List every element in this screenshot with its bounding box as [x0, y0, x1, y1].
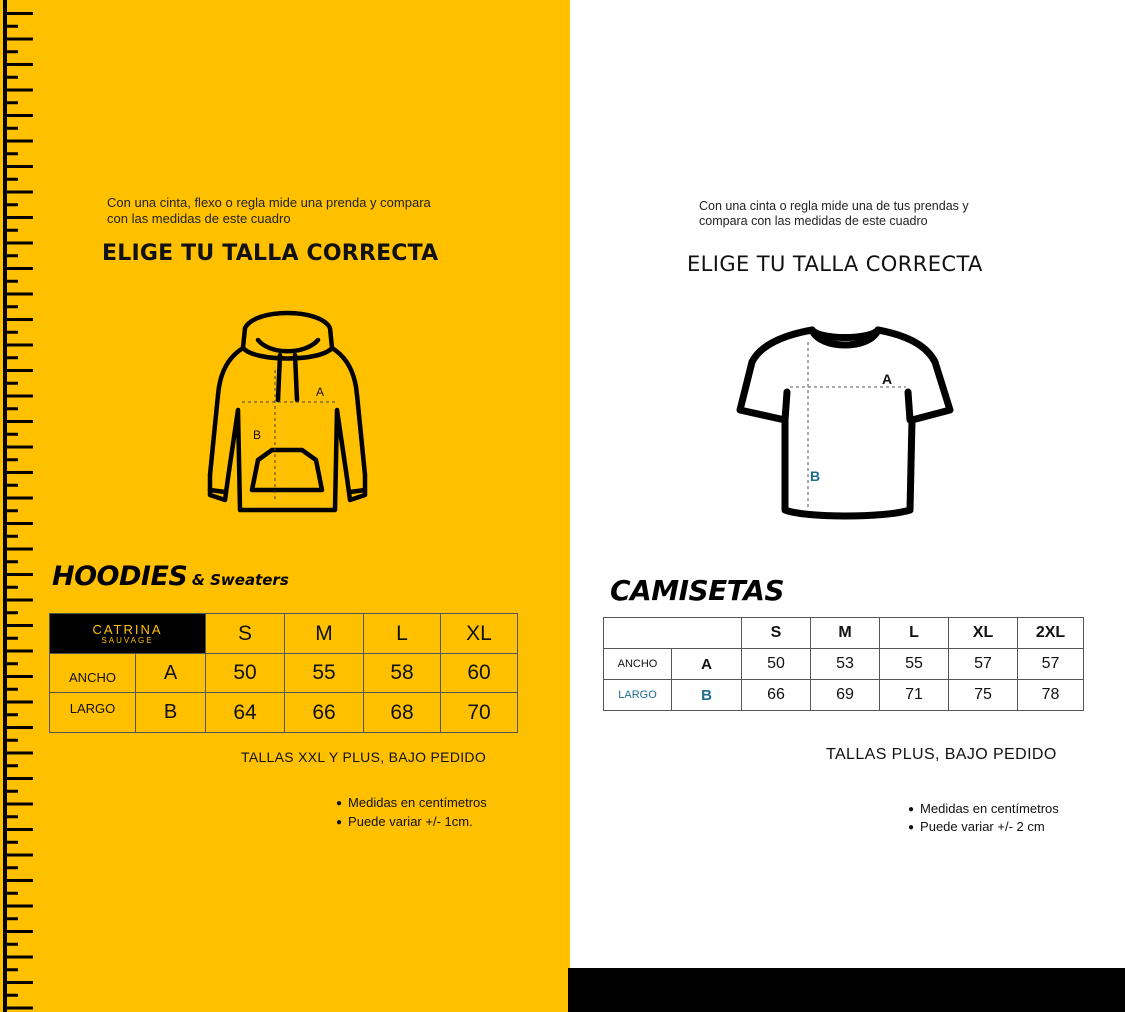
row-name: LARGO	[50, 693, 136, 733]
ruler-tick	[3, 522, 33, 525]
ruler-tick	[3, 407, 18, 410]
ruler-tick	[3, 573, 33, 576]
ruler-tick	[3, 331, 18, 334]
ruler-tick	[3, 50, 18, 53]
ruler-tick	[3, 344, 33, 347]
table-cell: 66	[285, 693, 364, 733]
ruler-tick	[3, 484, 18, 487]
ruler-tick	[3, 675, 33, 678]
ruler-tick	[3, 305, 18, 308]
ruler-tick	[3, 89, 33, 92]
ruler-tick	[3, 726, 33, 729]
ruler-tick	[3, 509, 18, 512]
tshirt-intro-text	[699, 199, 1029, 229]
ruler-tick	[3, 841, 18, 844]
ruler-tick	[3, 713, 18, 716]
brand-logo	[50, 614, 206, 654]
ruler-tick	[3, 114, 33, 117]
ruler-tick	[3, 854, 33, 857]
ruler-tick	[3, 790, 18, 793]
ruler-spine	[3, 0, 7, 1012]
ruler-tick	[3, 752, 33, 755]
tshirt-header-row	[604, 618, 1084, 649]
ruler-tick	[3, 127, 18, 130]
ruler-tick	[3, 994, 18, 997]
ruler-tick	[3, 599, 33, 602]
table-cell: 75	[949, 680, 1018, 711]
ruler-tick	[3, 458, 18, 461]
tshirt-size-header: L	[880, 618, 949, 649]
ruler-tick	[3, 535, 18, 538]
table-cell: 71	[880, 680, 949, 711]
table-cell: 50	[206, 654, 285, 693]
row-name: ANCHO	[604, 649, 672, 680]
hoodie-diagram	[200, 300, 375, 520]
tshirt-size-header: S	[742, 618, 811, 649]
row-code: A	[672, 649, 742, 680]
ruler-tick	[3, 12, 33, 15]
tshirt-title: CAMISETAS	[610, 574, 785, 607]
ruler-tick	[3, 701, 33, 704]
table-cell: 58	[364, 654, 441, 693]
tshirt-size-header: 2XL	[1018, 618, 1084, 649]
ruler-tick	[3, 803, 33, 806]
ruler-tick	[3, 76, 18, 79]
ruler-tick	[3, 917, 18, 920]
ruler-tick	[3, 140, 33, 143]
ruler-tick	[3, 471, 33, 474]
ruler-tick	[3, 905, 33, 908]
table-row	[604, 649, 1084, 680]
ruler-tick	[3, 267, 33, 270]
ruler-tick	[3, 382, 18, 385]
ruler-tick	[3, 777, 33, 780]
table-cell: 69	[811, 680, 880, 711]
table-cell: 60	[441, 654, 518, 693]
ruler-tick	[3, 446, 33, 449]
note-item: ● Medidas en centímetros	[336, 794, 487, 813]
table-cell: 53	[811, 649, 880, 680]
tshirt-size-header: M	[811, 618, 880, 649]
ruler-tick	[3, 892, 18, 895]
ruler-tick	[3, 611, 18, 614]
hoodies-footnote: TALLAS XXL Y PLUS, BAJO PEDIDO	[241, 749, 487, 765]
ruler-tick	[3, 165, 33, 168]
ruler-tick	[3, 497, 33, 500]
table-cell: 70	[441, 693, 518, 733]
ruler-tick	[3, 356, 18, 359]
ruler-tick	[3, 764, 18, 767]
hoodies-intro-line1: Con una cinta, flexo o regla mide una prenda y compara	[107, 195, 431, 210]
hoodies-intro-line2: con las medidas de este cuadro	[107, 211, 291, 226]
ruler-tick	[3, 242, 33, 245]
ruler-tick	[3, 662, 18, 665]
tshirt-footnote: TALLAS PLUS, BAJO PEDIDO	[826, 746, 1057, 763]
ruler-tick	[3, 254, 18, 257]
ruler-tick	[3, 739, 18, 742]
ruler-tick	[3, 280, 18, 283]
ruler-tick	[3, 216, 33, 219]
ruler-tick	[3, 688, 18, 691]
row-name: ANCHO	[50, 654, 136, 693]
table-cell: 64	[206, 693, 285, 733]
ruler-tick	[3, 191, 33, 194]
ruler-tick	[3, 25, 18, 28]
note-item: ● Puede variar +/- 1cm.	[336, 813, 487, 832]
hoodies-heading: ELIGE TU TALLA CORRECTA	[102, 241, 439, 266]
ruler-tick	[3, 178, 18, 181]
ruler-tick	[3, 420, 33, 423]
ruler-tick	[3, 203, 18, 206]
ruler-tick	[3, 650, 33, 653]
note-item: ● Medidas en centímetros	[908, 801, 1059, 819]
ruler-tick	[3, 369, 33, 372]
ruler-tick	[3, 879, 33, 882]
ruler-tick	[3, 981, 33, 984]
hoodies-title-main: HOODIES	[52, 561, 188, 592]
ruler-tick	[3, 815, 18, 818]
tshirt-size-table	[603, 617, 1084, 711]
ruler-tick	[3, 560, 18, 563]
ruler-decoration	[0, 0, 40, 1012]
table-cell: 55	[880, 649, 949, 680]
table-cell: 66	[742, 680, 811, 711]
table-cell: 68	[364, 693, 441, 733]
ruler-tick	[3, 930, 33, 933]
hoodie-label-a: A	[316, 385, 325, 399]
ruler-tick	[3, 624, 33, 627]
brand-name: CATRINA	[92, 621, 163, 637]
ruler-tick	[3, 866, 18, 869]
ruler-tick	[3, 101, 18, 104]
row-code: B	[672, 680, 742, 711]
hoodies-size-header: M	[285, 614, 364, 654]
ruler-tick	[3, 943, 18, 946]
table-cell: 55	[285, 654, 364, 693]
ruler-tick	[3, 433, 18, 436]
ruler-tick	[3, 318, 33, 321]
tshirt-size-header: XL	[949, 618, 1018, 649]
table-cell: 78	[1018, 680, 1084, 711]
row-name: LARGO	[604, 680, 672, 711]
table-row	[50, 693, 518, 733]
tshirt-intro-line2: compara con las medidas de este cuadro	[699, 214, 928, 228]
hoodies-notes	[336, 794, 487, 832]
tshirt-notes	[908, 801, 1059, 837]
hoodie-label-b: B	[253, 428, 262, 442]
tshirt-diagram	[730, 322, 960, 527]
table-cell: 50	[742, 649, 811, 680]
ruler-tick	[3, 968, 18, 971]
row-code: B	[136, 693, 206, 733]
ruler-tick	[3, 152, 18, 155]
ruler-tick	[3, 63, 33, 66]
hoodies-header-row	[50, 614, 518, 654]
hoodies-intro-text	[107, 195, 527, 227]
hoodies-title-sub: & Sweaters	[191, 571, 289, 589]
hoodies-size-table	[49, 613, 518, 733]
table-row	[604, 680, 1084, 711]
table-cell: 57	[949, 649, 1018, 680]
tshirt-label-b: B	[810, 468, 821, 484]
table-cell: 57	[1018, 649, 1084, 680]
ruler-tick	[3, 229, 18, 232]
ruler-tick	[3, 548, 33, 551]
hoodies-size-header: S	[206, 614, 285, 654]
hoodies-title	[52, 561, 289, 592]
ruler-tick	[3, 637, 18, 640]
table-row	[50, 654, 518, 693]
tshirt-intro-line1: Con una cinta o regla mide una de tus prendas y	[699, 199, 969, 213]
ruler-tick	[3, 1007, 33, 1010]
ruler-tick	[3, 586, 18, 589]
note-item: ● Puede variar +/- 2 cm	[908, 819, 1059, 837]
bottom-bar	[568, 968, 1125, 1012]
ruler-tick	[3, 293, 33, 296]
hoodies-size-header: XL	[441, 614, 518, 654]
tshirt-heading: ELIGE TU TALLA CORRECTA	[687, 252, 983, 276]
ruler-tick	[3, 828, 33, 831]
empty-header-cell	[604, 618, 742, 649]
hoodies-size-header: L	[364, 614, 441, 654]
ruler-tick	[3, 956, 33, 959]
ruler-tick	[3, 38, 33, 41]
row-code: A	[136, 654, 206, 693]
ruler-tick	[3, 395, 33, 398]
brand-sub: SAUVAGE	[101, 635, 154, 645]
tshirt-label-a: A	[882, 371, 893, 387]
